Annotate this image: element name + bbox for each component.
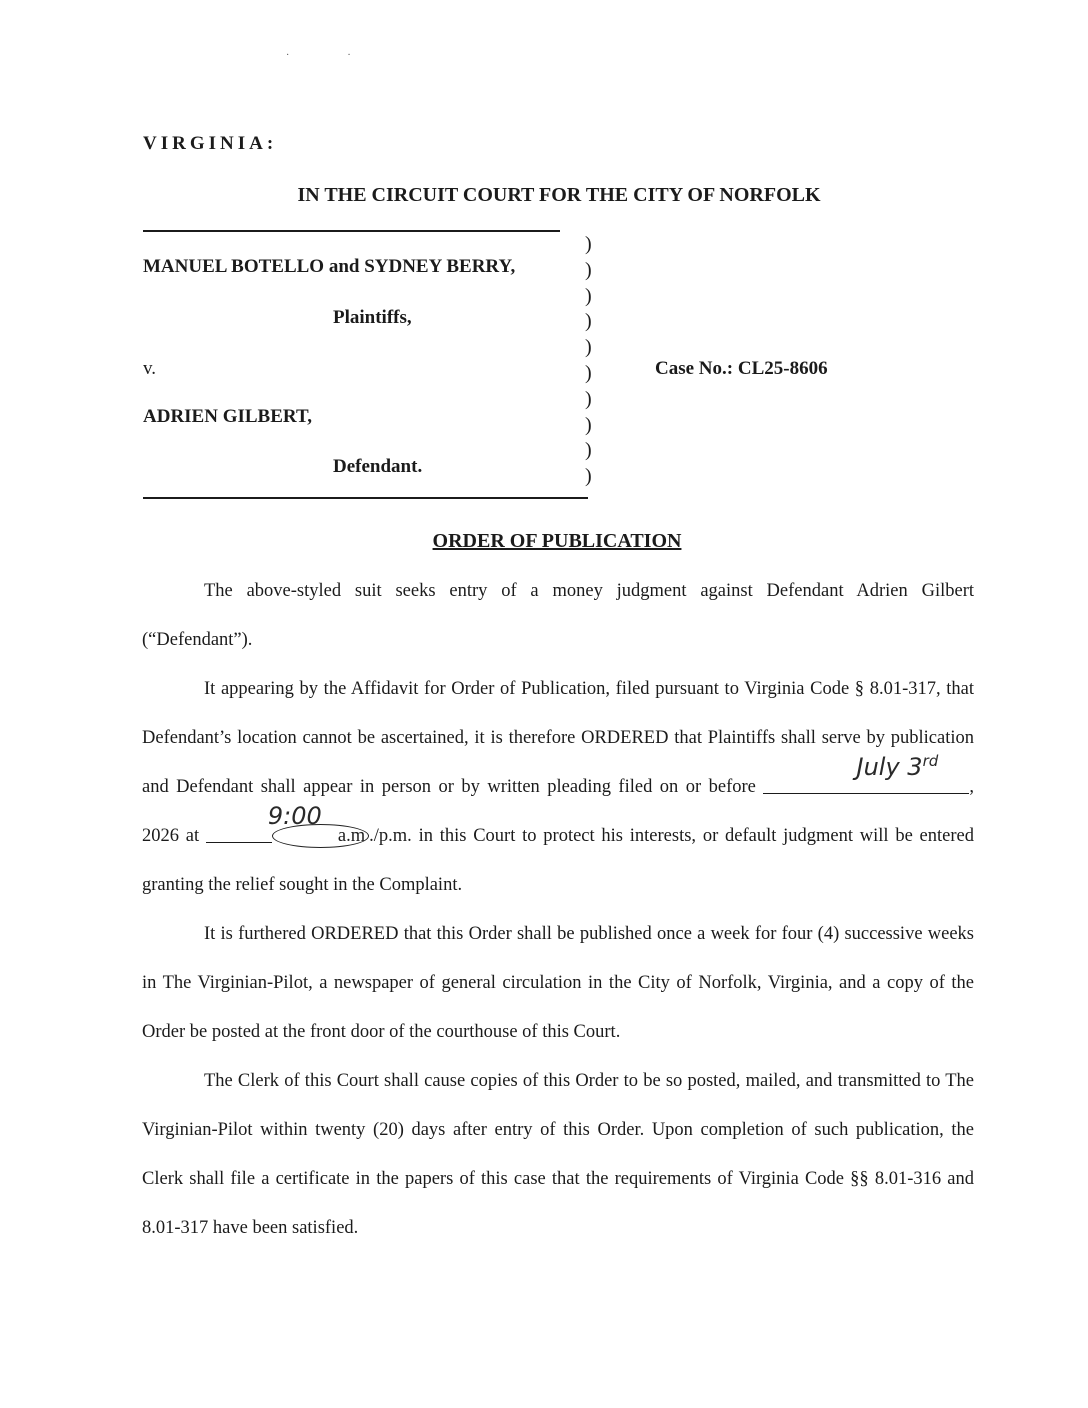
document-title: ORDER OF PUBLICATION (432, 530, 682, 552)
caption-paren: ) (585, 258, 592, 281)
order-body (142, 567, 974, 1253)
caption-top-rule (143, 230, 560, 232)
handwritten-date (763, 737, 969, 792)
caption-bottom-rule (143, 497, 588, 499)
versus-label: v. (143, 358, 157, 379)
am-circled: a.m (272, 824, 369, 848)
time-blank (206, 802, 322, 843)
caption-paren: ) (585, 284, 592, 307)
appearance-text-before: It appearing by the Affidavit for Order of Publication, filed pursuant to Virginia Code § 8.01-317, that Defendant’s location cannot be ascertained, it is therefore ORDERED that Plaintiffs shall serve by publication and Defendant shall appear in person or by written pleading filed on or before (142, 679, 974, 797)
paragraph-appearance (142, 665, 974, 910)
handwritten-time: 9:00 (267, 802, 322, 830)
caption-paren: ) (585, 413, 592, 436)
date-blank (763, 752, 969, 794)
handwritten-date-suffix: rd (922, 752, 939, 770)
case-number: Case No.: CL25-8606 (655, 358, 828, 379)
defendant-role: Defendant. (333, 456, 423, 477)
defendant-name: ADRIEN GILBERT, (143, 406, 312, 427)
caption-paren: ) (585, 465, 592, 488)
scan-specks: ·· (286, 50, 409, 61)
caption-paren: ) (585, 361, 592, 384)
year-text: , 2026 at (142, 777, 975, 846)
caption-paren: ) (585, 233, 592, 255)
appearance-text-after: ./p.m. in this Court to protect his interests, or default judgment will be entered granting the relief sought in the Complaint. (142, 826, 974, 895)
paragraph-publication: It is furthered ORDERED that this Order shall be published once a week for four (4) successive weeks in The Virginian-Pilot, a newspaper of general circulation in the City of Norfolk, Virginia, and a copy of the Order be posted at the front door of the courthouse of this Court. (142, 924, 974, 1042)
caption-paren: ) (585, 439, 592, 462)
caption-paren: ) (585, 387, 592, 410)
plaintiffs-names: MANUEL BOTELLO and SYDNEY BERRY, (143, 256, 516, 277)
caption-parentheses (585, 232, 605, 490)
state-heading: VIRGINIA: (143, 133, 278, 154)
plaintiffs-role: Plaintiffs, (333, 307, 412, 328)
paragraph-clerk: The Clerk of this Court shall cause copies of this Order to be so posted, mailed, and transmitted to The Virginian-Pilot within twenty (20) days after entry of this Order. Upon completion of such publication, the Clerk shall file a certificate in the papers of this case that the requirements of Virginia Code §§ 8.01-316 and 8.01-317 have been satisfied. (142, 1071, 974, 1238)
paragraph-suit: The above-styled suit seeks entry of a money judgment against Defendant Adrien Gilbert (“Defendant”). (142, 581, 974, 650)
caption-paren: ) (585, 310, 592, 333)
handwritten-date-text: July 3 (856, 753, 923, 781)
caption-paren: ) (585, 336, 592, 359)
court-heading: IN THE CIRCUIT COURT FOR THE CITY OF NORFOLK (297, 184, 821, 206)
